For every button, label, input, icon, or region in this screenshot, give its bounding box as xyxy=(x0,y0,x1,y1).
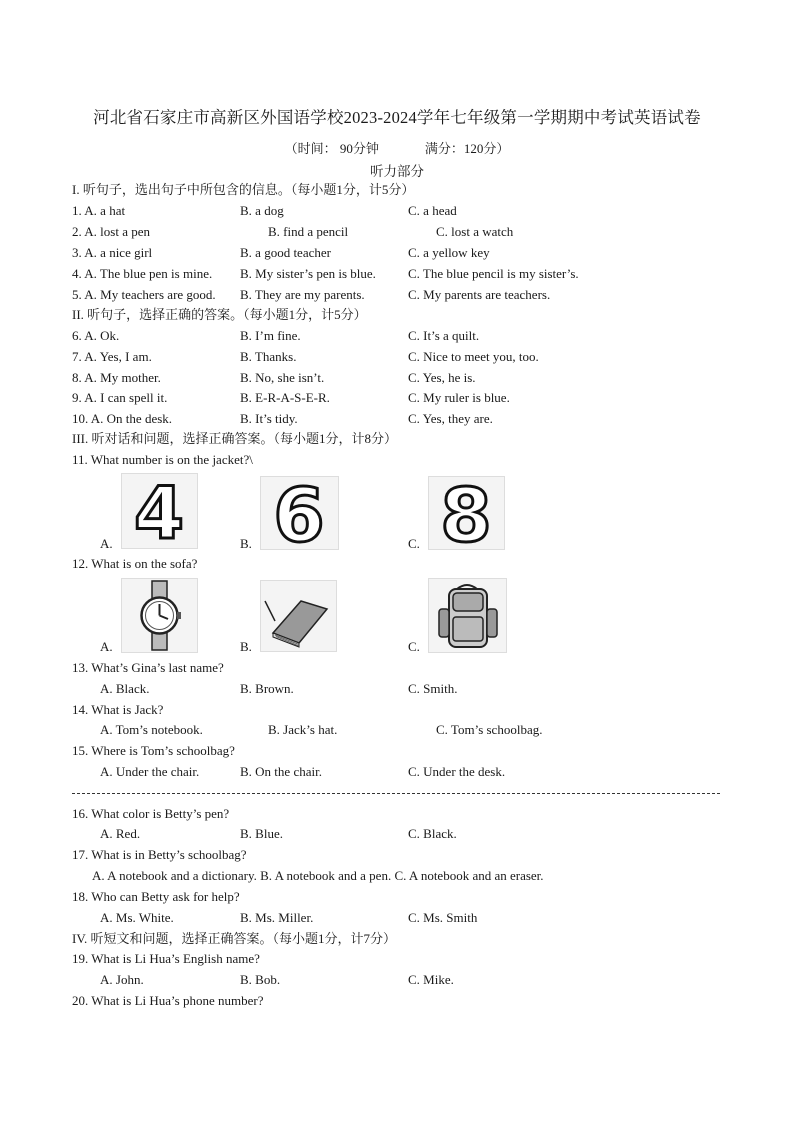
q1-option-b: B. a dog xyxy=(240,203,284,218)
q14-option-a: A. Tom’s notebook. xyxy=(100,722,203,737)
q13-option-b: B. Brown. xyxy=(240,681,294,696)
q2-option-c: C. lost a watch xyxy=(436,224,514,239)
q7-option-b: B. Thanks. xyxy=(240,349,297,364)
q6-option-a: 6. A. Ok. xyxy=(72,328,120,343)
watch-picture xyxy=(121,578,198,653)
section-2-heading: II. 听句子，选择正确的答案。（每小题1分，计5分） xyxy=(72,307,367,322)
q13-option-c: C. Smith. xyxy=(408,681,458,696)
q18-option-a: A. Ms. White. xyxy=(100,910,174,925)
q5-option-b: B. They are my parents. xyxy=(240,287,365,302)
q19-option-b: B. Bob. xyxy=(240,972,281,987)
q5-option-c: C. My parents are teachers. xyxy=(408,287,551,302)
q3-option-a: 3. A. a nice girl xyxy=(72,245,153,260)
q16-option-a: A. Red. xyxy=(100,826,141,841)
listening-part-heading: 听力部分 xyxy=(370,164,424,179)
q12-question: 12. What is on the sofa? xyxy=(72,556,198,571)
q6-option-c: C. It’s a quilt. xyxy=(408,328,480,343)
q8-option-b: B. No, she isn’t. xyxy=(240,370,325,385)
q10-option-b: B. It’s tidy. xyxy=(240,411,298,426)
q4-option-b: B. My sister’s pen is blue. xyxy=(240,266,376,281)
q8-option-c: C. Yes, he is. xyxy=(408,370,476,385)
section-4-heading: IV. 听短文和问题，选择正确答案。（每小题1分，计7分） xyxy=(72,931,397,946)
q11-label-b: B. xyxy=(240,536,252,551)
number-8-glyph: 8 xyxy=(440,477,492,549)
q1-option-a: 1. A. a hat xyxy=(72,203,126,218)
q3-option-b: B. a good teacher xyxy=(240,245,331,260)
q15-option-b: B. On the chair. xyxy=(240,764,322,779)
q2-option-b: B. find a pencil xyxy=(268,224,349,239)
q18-option-c: C. Ms. Smith xyxy=(408,910,478,925)
q13-question: 13. What’s Gina’s last name? xyxy=(72,660,224,675)
q5-option-a: 5. A. My teachers are good. xyxy=(72,287,216,302)
q8-option-a: 8. A. My mother. xyxy=(72,370,161,385)
book-picture xyxy=(260,580,337,652)
q10-option-a: 10. A. On the desk. xyxy=(72,411,173,426)
q18-question: 18. Who can Betty ask for help? xyxy=(72,889,240,904)
q3-option-c: C. a yellow key xyxy=(408,245,490,260)
number-4-glyph: 4 xyxy=(133,474,185,548)
q11-question: 11. What number is on the jacket?\ xyxy=(72,452,253,467)
q12-label-a: A. xyxy=(100,639,113,654)
dashed-divider xyxy=(72,793,720,794)
q4-option-c: C. The blue pencil is my sister’s. xyxy=(408,266,579,281)
q2-option-a: 2. A. lost a pen xyxy=(72,224,150,239)
q4-option-a: 4. A. The blue pen is mine. xyxy=(72,266,213,281)
q19-question: 19. What is Li Hua’s English name? xyxy=(72,951,260,966)
q9-option-c: C. My ruler is blue. xyxy=(408,390,510,405)
q16-question: 16. What color is Betty’s pen? xyxy=(72,806,230,821)
q17-question: 17. What is in Betty’s schoolbag? xyxy=(72,847,247,862)
q18-option-b: B. Ms. Miller. xyxy=(240,910,314,925)
q20-question: 20. What is Li Hua’s phone number? xyxy=(72,993,264,1008)
q9-option-a: 9. A. I can spell it. xyxy=(72,390,168,405)
q10-option-c: C. Yes, they are. xyxy=(408,411,493,426)
number-4-picture xyxy=(121,473,198,549)
q12-label-c: C. xyxy=(408,639,420,654)
q11-label-a: A. xyxy=(100,536,113,551)
exam-score: 满分：120分） xyxy=(424,141,510,156)
q1-option-c: C. a head xyxy=(408,203,457,218)
q9-option-b: B. E-R-A-S-E-R. xyxy=(240,390,330,405)
q19-option-a: A. John. xyxy=(100,972,144,987)
q11-label-c: C. xyxy=(408,536,420,551)
q13-option-a: A. Black. xyxy=(100,681,150,696)
number-8-picture xyxy=(428,476,505,550)
q7-option-a: 7. A. Yes, I am. xyxy=(72,349,152,364)
q15-option-c: C. Under the desk. xyxy=(408,764,506,779)
q14-option-c: C. Tom’s schoolbag. xyxy=(436,722,543,737)
q7-option-c: C. Nice to meet you, too. xyxy=(408,349,539,364)
exam-title: 河北省石家庄市高新区外国语学校2023-2024学年七年级第一学期期中考试英语试卷 xyxy=(93,108,701,127)
q16-option-b: B. Blue. xyxy=(240,826,283,841)
exam-subtitle xyxy=(0,138,794,157)
q16-option-c: C. Black. xyxy=(408,826,457,841)
q14-question: 14. What is Jack? xyxy=(72,702,164,717)
q14-option-b: B. Jack’s hat. xyxy=(268,722,338,737)
number-6-glyph: 6 xyxy=(273,477,325,549)
q12-label-b: B. xyxy=(240,639,252,654)
exam-time: （时间： 90分钟 xyxy=(284,141,379,156)
q15-option-a: A. Under the chair. xyxy=(100,764,200,779)
section-3-heading: III. 听对话和问题，选择正确答案。（每小题1分，计8分） xyxy=(72,431,397,446)
section-1-heading: I. 听句子，选出句子中所包含的信息。（每小题1分，计5分） xyxy=(72,182,415,197)
number-6-picture xyxy=(260,476,339,550)
q19-option-c: C. Mike. xyxy=(408,972,454,987)
q6-option-b: B. I’m fine. xyxy=(240,328,301,343)
q15-question: 15. Where is Tom’s schoolbag? xyxy=(72,743,235,758)
schoolbag-picture xyxy=(428,578,507,653)
q17-options: A. A notebook and a dictionary. B. A notebook and a pen. C. A notebook and an eraser. xyxy=(92,868,544,883)
